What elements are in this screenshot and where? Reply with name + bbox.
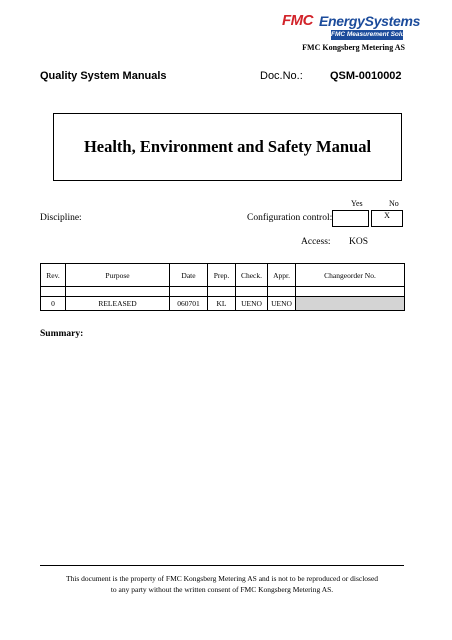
access-label: Access: bbox=[301, 237, 331, 247]
header-check: Check. bbox=[236, 264, 268, 287]
spacer-cell bbox=[296, 287, 405, 297]
footer-line-2: to any party without the written consent of FMC Kongsberg Metering AS. bbox=[110, 585, 334, 594]
footer-divider bbox=[40, 565, 404, 566]
spacer-cell bbox=[208, 287, 236, 297]
access-value: KOS bbox=[349, 237, 369, 247]
manual-series-title: Quality System Manuals bbox=[40, 70, 167, 82]
spacer-cell bbox=[170, 287, 208, 297]
table-row bbox=[41, 297, 405, 311]
title-box bbox=[53, 113, 402, 181]
footer-line-1: This document is the property of FMC Kongsberg Metering AS and is not to be reproduced or disclosed bbox=[65, 574, 379, 583]
company-logo bbox=[282, 12, 421, 43]
no-column-label: No bbox=[389, 199, 399, 208]
company-name: FMC Kongsberg Metering AS bbox=[302, 43, 405, 52]
cell-changeorder bbox=[296, 297, 405, 311]
header-date: Date bbox=[170, 264, 208, 287]
header-purpose: Purpose bbox=[66, 264, 170, 287]
discipline-label: Discipline: bbox=[40, 213, 82, 223]
cell-prep: KL bbox=[208, 297, 236, 311]
configuration-control-label: Configuration control: bbox=[247, 213, 333, 223]
spacer-cell bbox=[268, 287, 296, 297]
header-changeorder: Changeorder No. bbox=[296, 264, 405, 287]
spacer-cell bbox=[41, 287, 66, 297]
doc-number-label: Doc.No.: bbox=[260, 70, 303, 82]
cell-date: 060701 bbox=[170, 297, 208, 311]
header-appr: Appr. bbox=[268, 264, 296, 287]
document-title: Health, Environment and Safety Manual bbox=[83, 137, 372, 156]
revision-table bbox=[40, 263, 405, 311]
revision-table-spacer-row bbox=[41, 287, 405, 297]
yes-column-label: Yes bbox=[351, 199, 363, 208]
configuration-yes-box bbox=[332, 210, 369, 227]
logo-energy-systems-text: EnergySystems bbox=[319, 13, 421, 29]
cell-rev: 0 bbox=[41, 297, 66, 311]
header-prep: Prep. bbox=[208, 264, 236, 287]
cell-appr: UENO bbox=[268, 297, 296, 311]
spacer-cell bbox=[236, 287, 268, 297]
summary-label: Summary: bbox=[40, 329, 84, 339]
cell-purpose: RELEASED bbox=[66, 297, 170, 311]
cell-check: UENO bbox=[236, 297, 268, 311]
revision-table-header-row bbox=[41, 264, 405, 287]
spacer-cell bbox=[66, 287, 170, 297]
footer-disclaimer bbox=[40, 573, 404, 595]
header-rev: Rev. bbox=[41, 264, 66, 287]
logo-tagline: FMC Measurement Solutions bbox=[331, 31, 421, 38]
logo-fmc-text: FMC bbox=[282, 12, 313, 29]
doc-number-value: QSM-0010002 bbox=[330, 70, 402, 82]
configuration-no-box: X bbox=[371, 210, 403, 227]
